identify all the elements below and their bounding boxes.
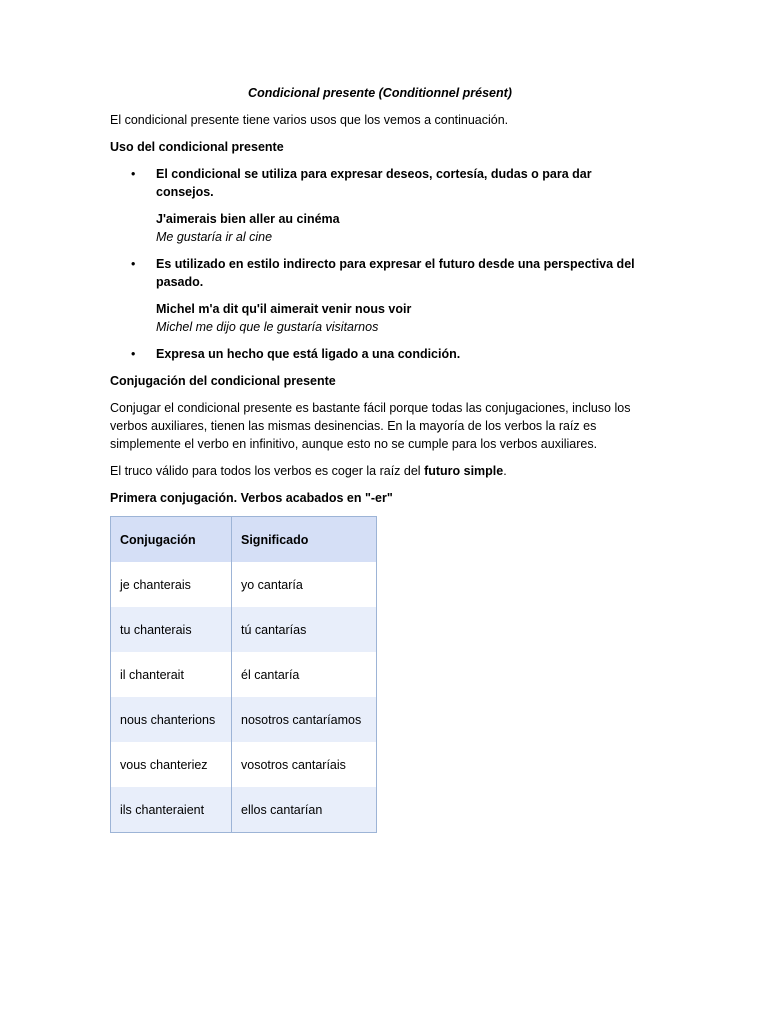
intro-paragraph: El condicional presente tiene varios usos que los vemos a continuación. <box>110 113 509 127</box>
example-spanish: Me gustaría ir al cine <box>156 230 273 244</box>
conjugation-table <box>110 516 377 833</box>
example-spanish: Michel me dijo que le gustaría visitarnos <box>156 320 379 334</box>
meaning-cell: nosotros cantaríamos <box>232 697 377 742</box>
uso-heading: Uso del condicional presente <box>110 140 284 154</box>
conjugation-cell: tu chanterais <box>111 607 232 652</box>
conjugation-cell: il chanterait <box>111 652 232 697</box>
table-header-cell: Significado <box>232 517 377 563</box>
document-title: Condicional presente (Conditionnel présent) <box>248 86 512 100</box>
conjugation-cell: ils chanteraient <box>111 787 232 833</box>
primera-conjugacion-heading: Primera conjugación. Verbos acabados en "-er" <box>110 491 393 505</box>
truco-paragraph <box>110 462 650 480</box>
example-block <box>110 300 650 336</box>
table-row <box>111 652 377 697</box>
conjugacion-paragraph: Conjugar el condicional presente es bastante fácil porque todas las conjugaciones, incluso los verbos auxiliares, tienen las mismas desinencias. En la mayoría de los verbos la raíz es simplemente el verbo en infinitivo, aunque esto no se cumple para los verbos auxiliares. <box>110 401 631 451</box>
table-row <box>111 562 377 607</box>
conjugation-cell: nous chanterions <box>111 697 232 742</box>
meaning-cell: él cantaría <box>232 652 377 697</box>
conjugacion-heading: Conjugación del condicional presente <box>110 374 336 388</box>
table-header-cell: Conjugación <box>111 517 232 563</box>
truco-bold: futuro simple <box>424 464 504 478</box>
bullet-dot-icon: • <box>131 257 136 271</box>
uso-bullet-list <box>110 165 650 363</box>
bullet-text: El condicional se utiliza para expresar deseos, cortesía, dudas o para dar consejos. <box>156 167 592 199</box>
example-french: J'aimerais bien aller au cinéma <box>156 212 340 226</box>
bullet-text: Expresa un hecho que está ligado a una condición. <box>156 347 461 361</box>
bullet-dot-icon: • <box>131 347 136 361</box>
example-block <box>110 210 650 246</box>
meaning-cell: tú cantarías <box>232 607 377 652</box>
document-page <box>110 84 650 833</box>
example-french: Michel m'a dit qu'il aimerait venir nous voir <box>156 302 412 316</box>
meaning-cell: vosotros cantaríais <box>232 742 377 787</box>
bullet-dot-icon: • <box>131 167 136 181</box>
table-row <box>111 607 377 652</box>
bullet-text: Es utilizado en estilo indirecto para expresar el futuro desde una perspectiva del pasado. <box>156 257 635 289</box>
meaning-cell: yo cantaría <box>232 562 377 607</box>
table-row <box>111 787 377 833</box>
bullet-item <box>110 255 650 336</box>
truco-end: . <box>503 464 507 478</box>
table-header-row <box>111 517 377 563</box>
conjugation-cell: je chanterais <box>111 562 232 607</box>
conjugation-cell: vous chanteriez <box>111 742 232 787</box>
bullet-item <box>110 165 650 246</box>
table-row <box>111 697 377 742</box>
meaning-cell: ellos cantarían <box>232 787 377 833</box>
table-row <box>111 742 377 787</box>
truco-text: El truco válido para todos los verbos es coger la raíz del <box>110 464 425 478</box>
bullet-item <box>110 345 650 363</box>
